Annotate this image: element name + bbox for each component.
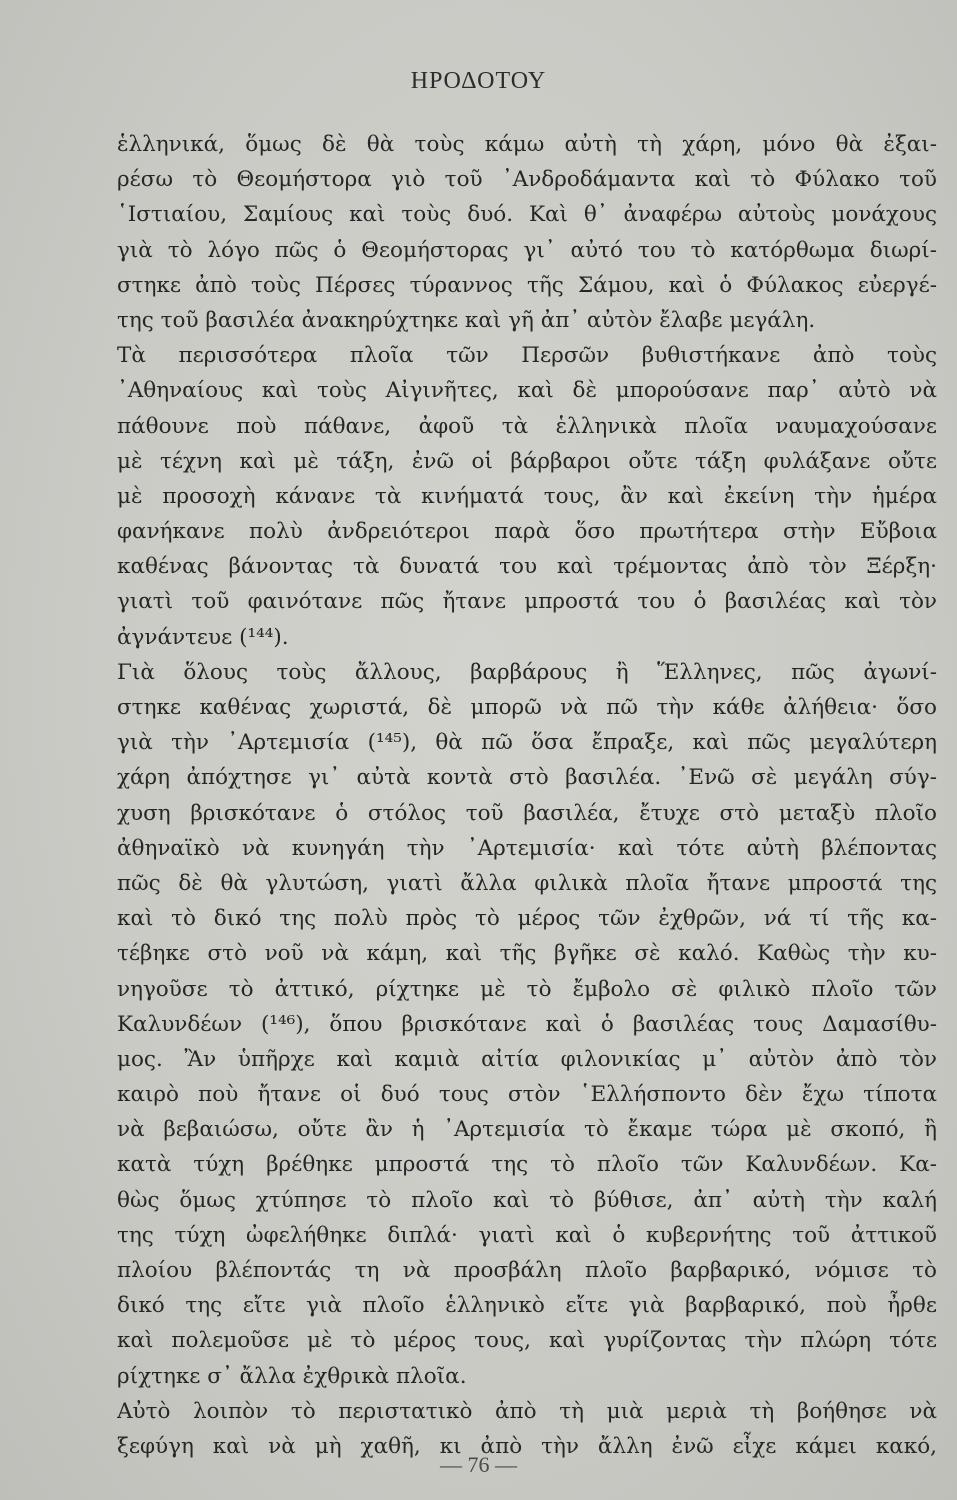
text-line: καὶ πολεμοῦσε μὲ τὸ μέρος τους, καὶ γυρίζοντας τὴν πλώρη τότε — [117, 1328, 937, 1354]
text-line: στηκε καθένας χωριστά, δὲ μπορῶ νὰ πῶ τὴν κάθε ἀλήθεια· ὅσο — [117, 695, 937, 720]
text-line: γιατὶ τοῦ φαινότανε πῶς ἤτανε μπροστά του ὁ βασιλέας καὶ τὸν — [117, 589, 937, 615]
text-line: της τοῦ βασιλέα ἀνακηρύχτηκε καὶ γῆ ἀπ᾿ αὐτὸν ἔλαβε μεγάλη. — [117, 307, 816, 333]
text-line: νὰ βεβαιώσω, οὔτε ἂν ἡ ᾿Αρτεμισία τὸ ἔκαμε τώρα μὲ σκοπό, ἢ — [117, 1117, 937, 1143]
text-line: μὲ προσοχὴ κάνανε τὰ κινήματά τους, ἂν καὶ ἐκείνη τὴν ἡμέρα — [117, 483, 937, 509]
text-line: πλοίου βλέποντάς τη νὰ προσβάλη πλοῖο βαρβαρικό, νόμισε τὸ — [117, 1258, 937, 1283]
text-line: χυση βρισκότανε ὁ στόλος τοῦ βασιλέα, ἔτυχε στὸ μεταξὺ πλοῖο — [117, 800, 937, 826]
text-line: τέβηκε στὸ νοῦ νὰ κάμη, καὶ τῆς βγῆκε σὲ καλό. Καθὼς τὴν κυ- — [117, 941, 937, 967]
text-line: καθένας βάνοντας τὰ δυνατά του καὶ τρέμοντας ἀπὸ τὸν Ξέρξη· — [117, 554, 937, 580]
text-line: ξεφύγη καὶ νὰ μὴ χαθῆ, κι ἀπὸ τὴν ἄλλη ἐνῶ εἶχε κάμει κακό, — [117, 1433, 937, 1459]
text-line: Γιὰ ὅλους τοὺς ἄλλους, βαρβάρους ἢ Ἕλληνες, πῶς ἀγωνί- — [117, 659, 937, 685]
text-line: δικό της εἴτε γιὰ πλοῖο ἑλληνικὸ εἴτε γιὰ βαρβαρικό, ποὺ ἦρθε — [117, 1293, 937, 1319]
text-line: πῶς δὲ θὰ γλυτώση, γιατὶ ἄλλα φιλικὰ πλοῖα ἤτανε μπροστά της — [117, 870, 937, 896]
text-line: ἀγνάντευε (¹⁴⁴). — [117, 624, 289, 650]
text-line: Τὰ περισσότερα πλοῖα τῶν Περσῶν βυθιστήκανε ἀπὸ τοὺς — [117, 343, 937, 369]
text-line: γιὰ τὴν ᾿Αρτεμισία (¹⁴⁵), θὰ πῶ ὅσα ἔπραξε, καὶ πῶς μεγαλύτερη — [117, 730, 937, 756]
text-line: ἑλληνικά, ὅμως δὲ θὰ τοὺς κάμω αὐτὴ τὴ χάρη, μόνο θὰ ἐξαι- — [117, 132, 937, 157]
text-line: πάθουνε ποὺ πάθανε, ἀφοῦ τὰ ἑλληνικὰ πλοῖα ναυμαχούσανε — [117, 413, 937, 439]
body-text — [117, 127, 937, 1464]
text-line: στηκε ἀπὸ τοὺς Πέρσες τύραννος τῆς Σάμου, καὶ ὁ Φύλακος εὐεργέ- — [117, 272, 937, 298]
text-line: φανήκανε πολὺ ἀνδρειότεροι παρὰ ὅσο πρωτήτερα στὴν Εὔβοια — [117, 519, 937, 545]
text-line: κατὰ τύχη βρέθηκε μπροστά της τὸ πλοῖο τῶν Καλυνδέων. Κα- — [117, 1152, 937, 1178]
text-line: γιὰ τὸ λόγο πῶς ὁ Θεομήστορας γι᾿ αὐτό του τὸ κατόρθωμα διωρί- — [117, 237, 937, 263]
text-line: θὼς ὅμως χτύπησε τὸ πλοῖο καὶ τὸ βύθισε, ἀπ᾿ αὐτὴ τὴν καλή — [117, 1187, 937, 1213]
text-line: μος. Ἂν ὑπῆρχε καὶ καμιὰ αἰτία φιλονικίας μ᾿ αὐτὸν ἀπὸ τὸν — [117, 1046, 937, 1072]
text-line: ρέσω τὸ Θεομήστορα γιὸ τοῦ ᾿Ανδροδάμαντα καὶ τὸ Φύλακο τοῦ — [117, 167, 937, 193]
text-line: ῾Ιστιαίου, Σαμίους καὶ τοὺς δυό. Καὶ θ᾿ ἀναφέρω αὐτοὺς μονάχους — [117, 202, 937, 228]
text-line: ρίχτηκε σ᾿ ἄλλα ἐχθρικὰ πλοῖα. — [117, 1363, 467, 1389]
running-head-title: ΗΡΟΔΟΤΟΥ — [410, 68, 547, 94]
page-number: — 76 — — [440, 1452, 517, 1477]
text-line: καὶ τὸ δικό της πολὺ πρὸς τὸ μέρος τῶν ἐχθρῶν, νά τί τῆς κα- — [117, 906, 937, 932]
text-line: χάρη ἀπόχτησε γι᾿ αὐτὰ κοντὰ στὸ βασιλέα. ᾿Ενῶ σὲ μεγάλη σύγ- — [117, 765, 937, 791]
text-line: Καλυνδέων (¹⁴⁶), ὅπου βρισκότανε καὶ ὁ βασιλέας τους Δαμασίθυ- — [117, 1011, 937, 1037]
text-line: της τύχη ὠφελήθηκε διπλά· γιατὶ καὶ ὁ κυβερνήτης τοῦ ἀττικοῦ — [117, 1222, 937, 1248]
text-line: μὲ τέχνη καὶ μὲ τάξη, ἐνῶ οἱ βάρβαροι οὔτε τάξη φυλάξανε οὔτε — [117, 448, 937, 474]
text-line: ἀθηναϊκὸ νὰ κυνηγάη τὴν ᾿Αρτεμισία· καὶ τότε αὐτὴ βλέποντας — [117, 835, 937, 861]
text-line: νηγοῦσε τὸ ἀττικό, ρίχτηκε μὲ τὸ ἔμβολο σὲ φιλικὸ πλοῖο τῶν — [117, 976, 937, 1002]
text-line: Αὐτὸ λοιπὸν τὸ περιστατικὸ ἀπὸ τὴ μιὰ μεριὰ τὴ βοήθησε νὰ — [117, 1398, 937, 1424]
text-line: καιρὸ ποὺ ἤτανε οἱ δυό τους στὸν ῾Ελλήσποντο δὲν ἔχω τίποτα — [117, 1082, 937, 1108]
text-line: ᾿Αθηναίους καὶ τοὺς Αἰγινῆτες, καὶ δὲ μπορούσανε παρ᾿ αὐτὸ νὰ — [117, 378, 937, 404]
